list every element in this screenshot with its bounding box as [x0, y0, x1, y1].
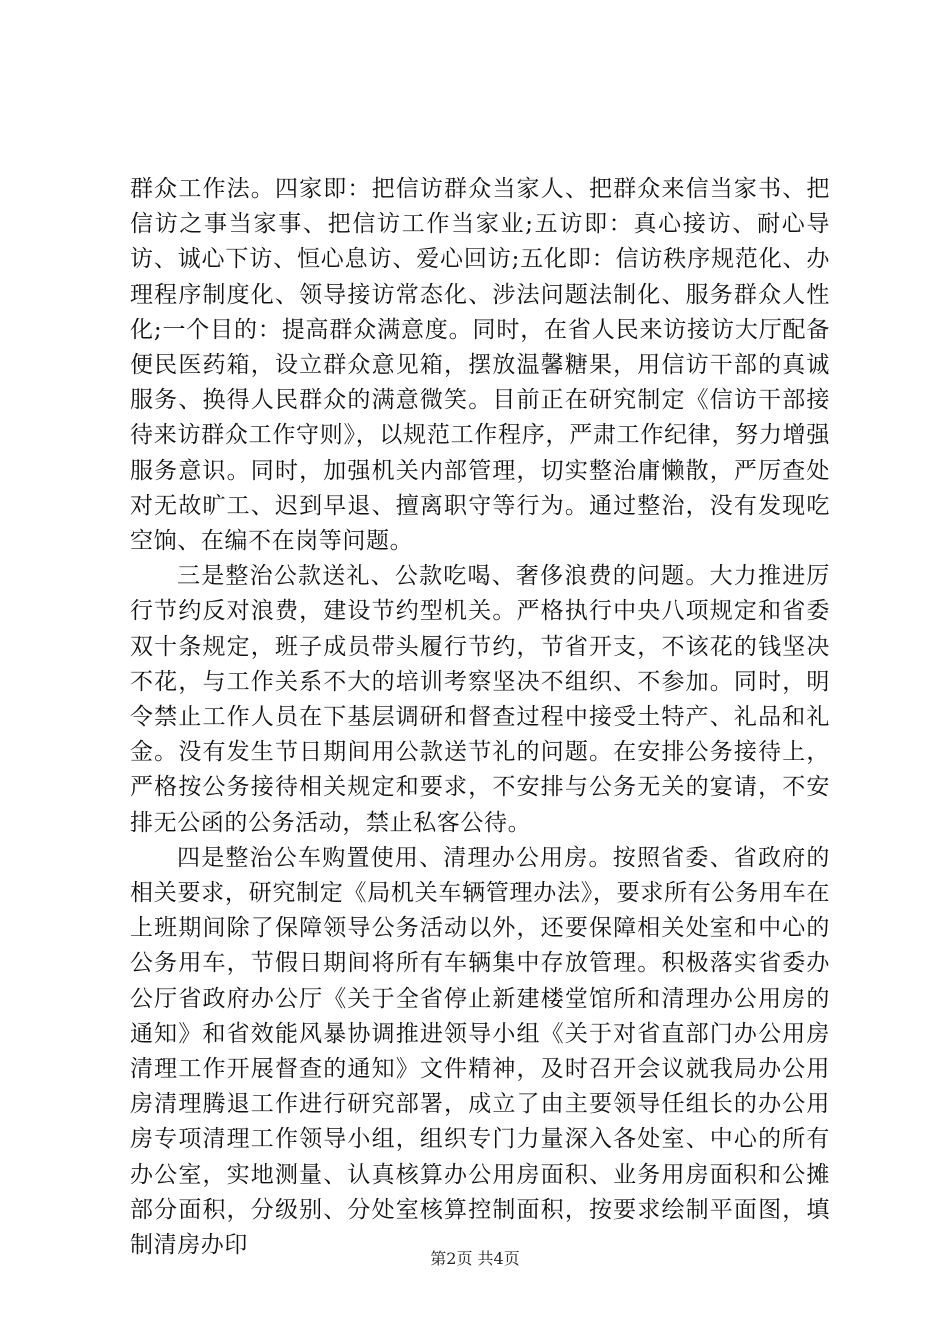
page-number-footer: 第2页 共4页	[430, 1249, 520, 1268]
document-body	[130, 172, 830, 1263]
paragraph-2: 三是整治公款送礼、公款吃喝、奢侈浪费的问题。大力推进厉行节约反对浪费，建设节约型机关。严格执行中央八项规定和省委双十条规定，班子成员带头履行节约，节省开支，不该花的钱坚决不花，与工作关系不大的培训考察坚决不组织、不参加。同时，明令禁止工作人员在下基层调研和督查过程中接受土特产、礼品和礼金。没有发生节日期间用公款送节礼的问题。在安排公务接待上，严格按公务接待相关规定和要求，不安排与公务无关的宴请，不安排无公函的公务活动，禁止私客公待。	[130, 563, 830, 836]
paragraph-3: 四是整治公车购置使用、清理办公用房。按照省委、省政府的相关要求，研究制定《局机关车辆管理办法》，要求所有公务用车在上班期间除了保障领导公务活动以外，还要保障相关处室和中心的公务用车，节假日期间将所有车辆集中存放管理。积极落实省委办公厅省政府办公厅《关于全省停止新建楼堂馆所和清理办公用房的通知》和省效能风暴协调推进领导小组《关于对省直部门办公用房清理工作开展督查的通知》文件精神，及时召开会议就我局办公用房清理腾退工作进行研究部署，成立了由主要领导任组长的办公用房专项清理工作领导小组，组织专门力量深入各处室、中心的所有办公室，实地测量、认真核算办公用房面积、业务用房面积和公摊部分面积，分级别、分处室核算控制面积，按要求绘制平面图，填制清房办印	[130, 844, 830, 1259]
paragraph-1: 群众工作法。四家即：把信访群众当家人、把群众来信当家书、把信访之事当家事、把信访工作当家业;五访即：真心接访、耐心导访、诚心下访、恒心息访、爱心回访;五化即：信访秩序规范化、办理程序制度化、领导接访常态化、涉法问题法制化、服务群众人性化;一个目的：提高群众满意度。同时，在省人民来访接访大厅配备便民医药箱，设立群众意见箱，摆放温馨糖果，用信访干部的真诚服务、换得人民群众的满意微笑。目前正在研究制定《信访干部接待来访群众工作守则》，以规范工作程序，严肃工作纪律，努力增强服务意识。同时，加强机关内部管理，切实整治庸懒散，严厉查处对无故旷工、迟到早退、擅离职守等行为。通过整治，没有发现吃空饷、在编不在岗等问题。	[130, 176, 830, 555]
